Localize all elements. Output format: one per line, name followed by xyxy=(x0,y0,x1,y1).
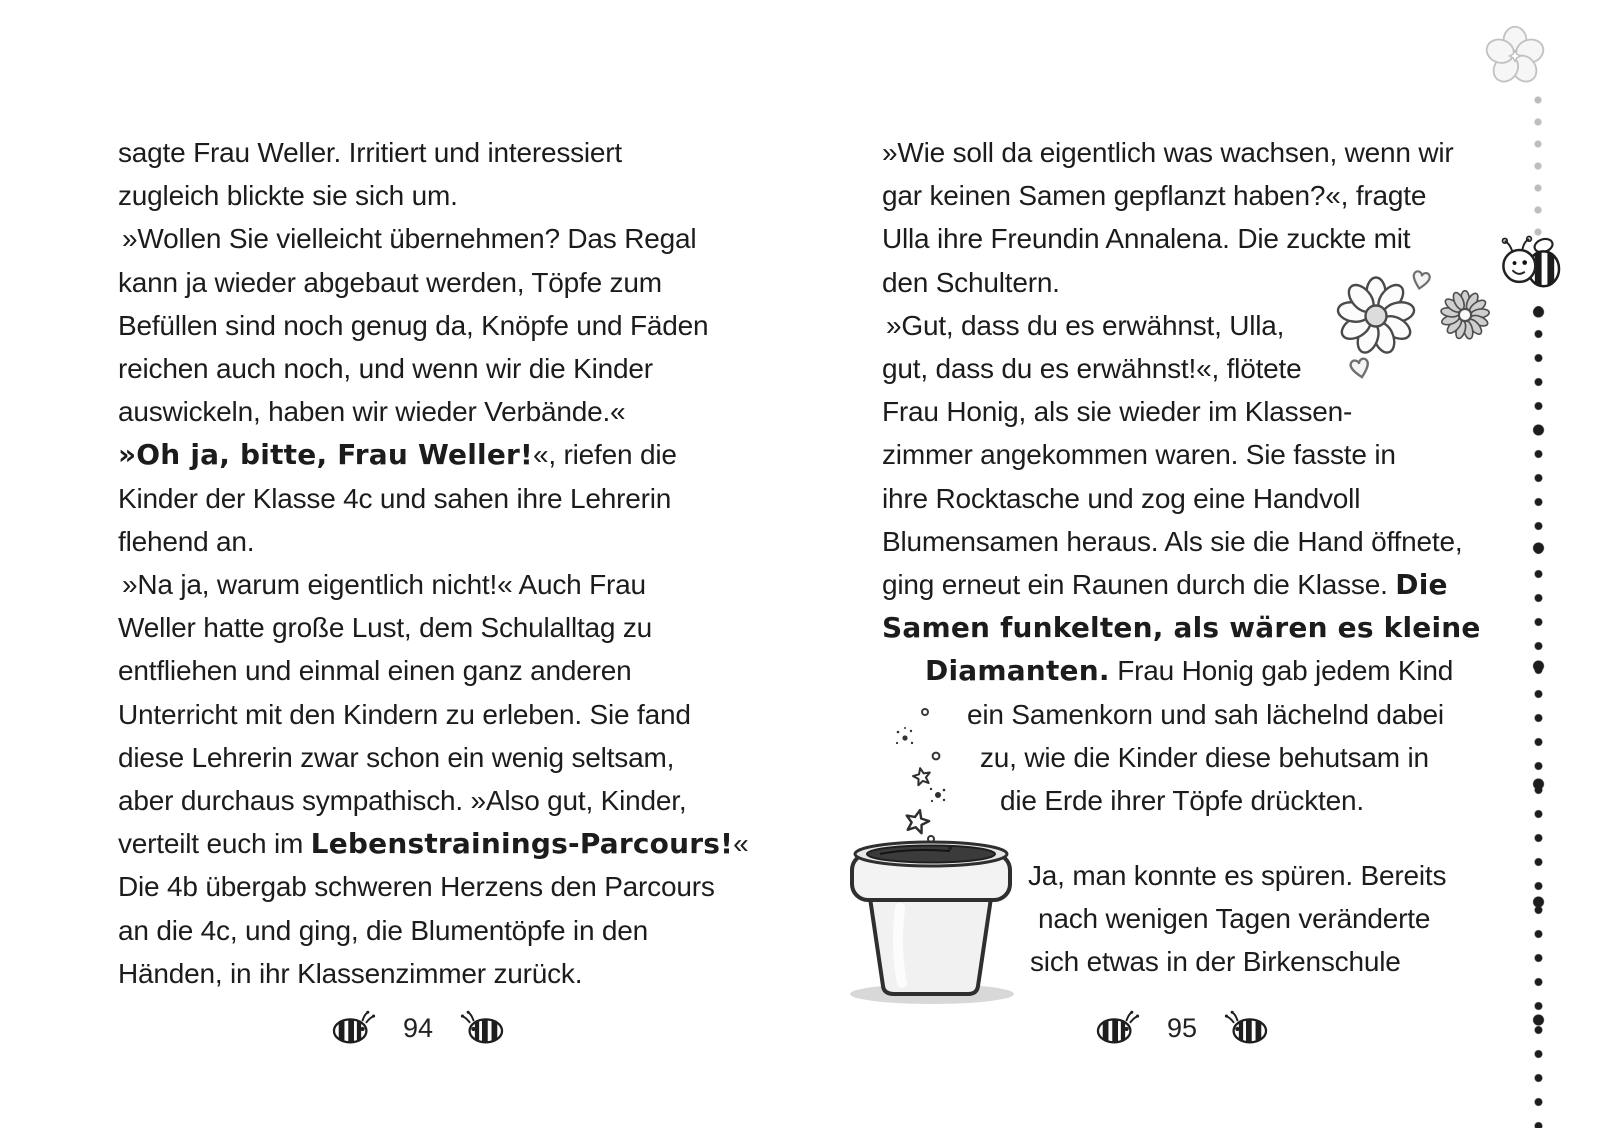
text-line: nach wenigen Tagen veränderte xyxy=(1038,903,1431,935)
left-page-text xyxy=(118,131,749,995)
text-line: Samen funkelten, als wären es kleine xyxy=(882,611,1481,645)
text-line: Kinder der Klasse 4c und sahen ihre Lehrerin xyxy=(118,482,672,514)
text-line: Diamanten. Frau Honig gab jedem Kind xyxy=(925,654,1454,688)
text-line: Unterricht mit den Kindern zu erleben. Sie fand xyxy=(118,698,691,730)
edge-bee-icon xyxy=(1498,234,1562,294)
text-line: an die 4c, und ging, die Blumentöpfe in den xyxy=(118,914,649,946)
text-line: »Wollen Sie vielleicht übernehmen? Das Regal xyxy=(122,223,697,255)
text-line: zimmer angekommen waren. Sie fasste in xyxy=(882,439,1396,471)
bee-icon xyxy=(331,1007,377,1049)
text-line: gut, dass du es erwähnst!«, flötete xyxy=(882,353,1302,385)
text-line: »Oh ja, bitte, Frau Weller!«, riefen die xyxy=(118,438,677,472)
page-number: 95 xyxy=(1166,1012,1198,1043)
text-line: flehend an. xyxy=(118,525,255,557)
text-line: reichen auch noch, und wenn wir die Kinder xyxy=(118,353,653,385)
text-line: Ja, man konnte es spüren. Bereits xyxy=(1028,860,1447,891)
left-page-footer xyxy=(118,1000,718,1056)
text-line: ein Samenkorn und sah lächelnd dabei xyxy=(967,698,1444,730)
text-line: Befüllen sind noch genug da, Knöpfe und Fäden xyxy=(118,309,709,341)
bee-icon xyxy=(1223,1007,1269,1049)
flower-pot-illustration xyxy=(840,838,1020,1008)
text-line: Ulla ihre Freundin Annalena. Die zuckte mit xyxy=(882,223,1411,255)
text-line: ging erneut ein Raunen durch die Klasse. Die xyxy=(882,568,1448,602)
corner-flower-icon xyxy=(1483,24,1547,88)
heart-icon xyxy=(1406,265,1437,296)
text-line: »Wie soll da eigentlich was wachsen, wenn wir xyxy=(882,137,1454,168)
text-line: zugleich blickte sie sich um. xyxy=(118,180,458,212)
text-line: verteilt euch im Lebenstrainings-Parcours!« xyxy=(118,827,749,861)
daisy-small-icon xyxy=(1438,288,1492,342)
text-line: Frau Honig, als sie wieder im Klassen- xyxy=(882,396,1353,428)
text-line: gar keinen Samen gepflanzt haben?«, fragte xyxy=(882,180,1427,212)
dotted-line-dark xyxy=(1532,302,1545,1128)
text-line: Händen, in ihr Klassenzimmer zurück. xyxy=(118,957,583,989)
heart-icon xyxy=(1343,351,1376,384)
text-line: ihre Rocktasche und zog eine Handvoll xyxy=(882,482,1361,514)
sparkles-icon xyxy=(845,660,965,860)
text-line: den Schultern. xyxy=(882,266,1060,298)
bee-icon xyxy=(1095,1007,1141,1049)
text-line: kann ja wieder abgebaut werden, Töpfe zum xyxy=(118,266,662,298)
text-line: Weller hatte große Lust, dem Schulalltag zu xyxy=(118,612,653,644)
text-line: die Erde ihrer Töpfe drückten. xyxy=(1000,785,1364,817)
right-page-footer xyxy=(882,1000,1482,1056)
text-line: zu, wie die Kinder diese behutsam in xyxy=(980,741,1429,773)
text-line: diese Lehrerin zwar schon ein wenig seltsam, xyxy=(118,741,675,773)
right-page-text xyxy=(882,131,1481,822)
text-line: aber durchaus sympathisch. »Also gut, Kinder, xyxy=(118,785,687,817)
daisy-large-icon xyxy=(1336,276,1416,356)
text-line: auswickeln, haben wir wieder Verbände.« xyxy=(118,396,626,428)
right-page-paragraph-2 xyxy=(1028,854,1446,984)
page-number: 94 xyxy=(402,1012,434,1043)
text-line: sich etwas in der Birkenschule xyxy=(1030,946,1401,978)
text-line: sagte Frau Weller. Irritiert und interessiert xyxy=(118,137,623,168)
text-line: Die 4b übergab schweren Herzens den Parcours xyxy=(118,871,715,903)
text-line: entfliehen und einmal einen ganz anderen xyxy=(118,655,632,687)
text-line: »Na ja, warum eigentlich nicht!« Auch Frau xyxy=(122,569,646,601)
text-line: »Gut, dass du es erwähnst, Ulla, xyxy=(886,309,1285,341)
bee-icon xyxy=(459,1007,505,1049)
dotted-line-light xyxy=(1532,92,1545,242)
text-line: Blumensamen heraus. Als sie die Hand öffnete, xyxy=(882,525,1463,557)
